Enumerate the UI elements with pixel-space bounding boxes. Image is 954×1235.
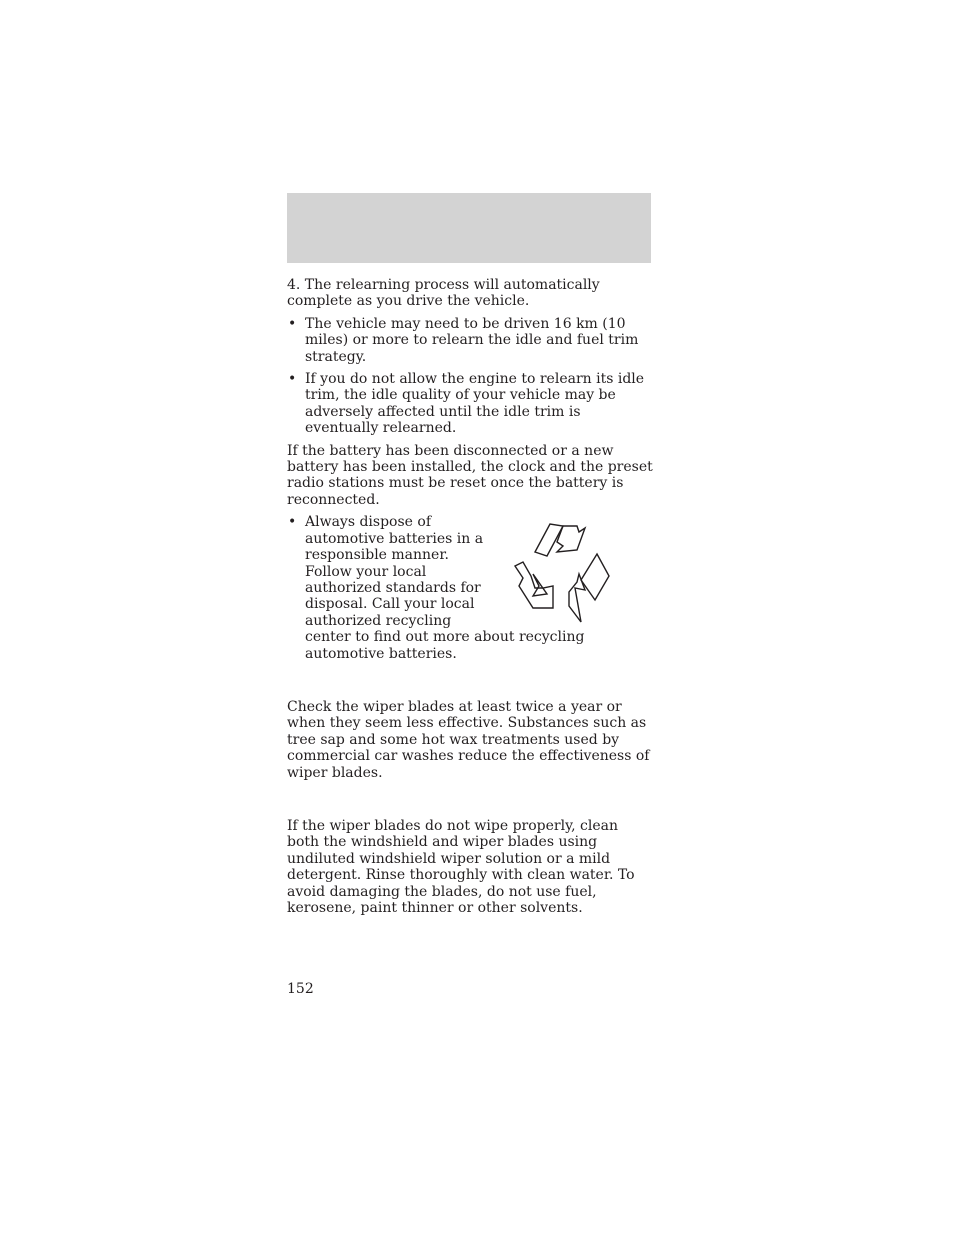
section-header-band — [287, 193, 651, 263]
relearn-step-paragraph: 4. The relearning process will automatically complete as you drive the vehicle. — [287, 277, 600, 310]
recycle-arrow-right — [581, 554, 609, 600]
wiper-clean-paragraph: If the wiper blades do not wipe properly, clean both the windshield and wiper blades using undiluted windshield wiper solution or a mild detergent. Rinse thoroughly with clean water. To avoid damaging the blades, do not use fuel, kerosene, paint thinner or other solvents. — [287, 817, 635, 916]
list-item-drive-distance — [287, 316, 653, 365]
page-number: 152 — [287, 981, 314, 997]
recycle-arrow-left — [533, 574, 547, 596]
drive-distance-text: The vehicle may need to be driven 16 km (10 miles) or more to relearn the idle and fuel trim strategy. — [305, 315, 639, 365]
page-content — [287, 277, 653, 916]
wiper-check-paragraph: Check the wiper blades at least twice a year or when they seem less effective. Substances such as tree sap and some hot wax treatments used by commercial car washes reduce the effectiveness of wiper blades. — [287, 698, 650, 781]
list-item-dispose-battery — [287, 514, 653, 662]
idle-trim-text: If you do not allow the engine to relearn its idle trim, the idle quality of your vehicle may be adversely affected until the idle trim is eventually relearned. — [305, 371, 645, 437]
dispose-battery-text: Always dispose of automotive batteries in a responsible manner. Follow your local authorized standards for disposal. Call your local authorized recycling center to find out more about recycling automotive batteries. — [305, 514, 585, 662]
bullet-marker: • — [288, 371, 297, 388]
recycle-arrow-top-head — [557, 526, 585, 552]
bullet-marker: • — [288, 514, 297, 531]
list-item-idle-trim — [287, 371, 653, 437]
recycle-arrow-left-body — [515, 562, 553, 608]
bullet-marker: • — [288, 315, 297, 332]
recycle-icon — [495, 516, 625, 628]
battery-reset-paragraph: If the battery has been disconnected or a new battery has been installed, the clock and the preset radio stations must be reset once the battery is reconnected. — [287, 442, 653, 508]
recycle-illustration — [495, 516, 625, 628]
